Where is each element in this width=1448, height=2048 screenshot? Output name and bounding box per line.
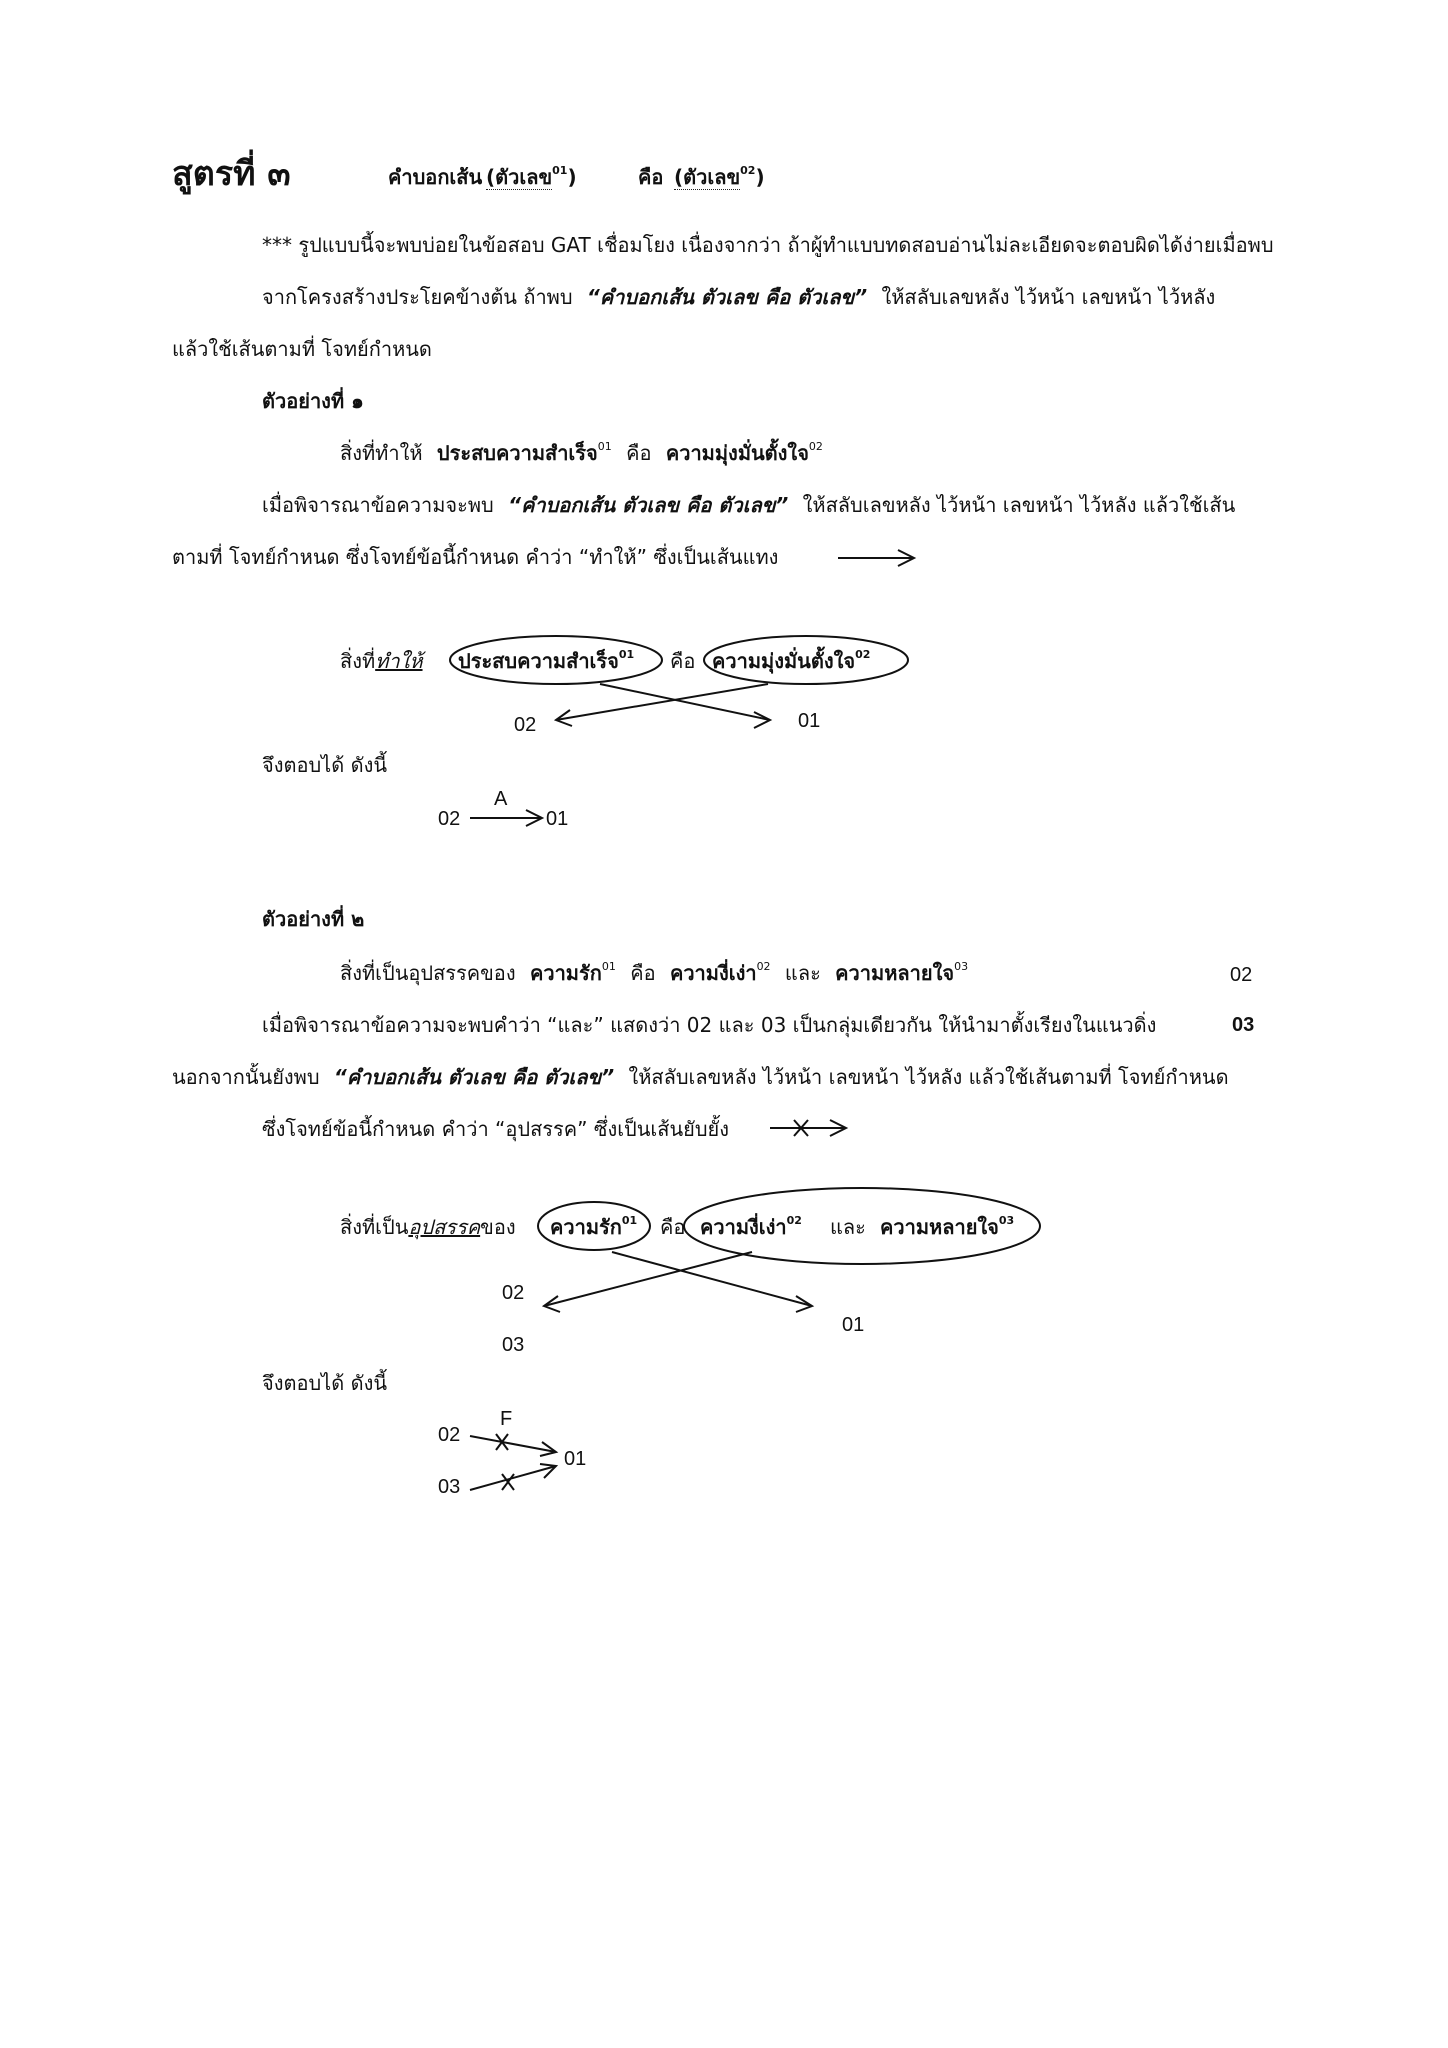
intro-pattern: “คำบอกเส้น ตัวเลข คือ ตัวเลข” bbox=[586, 285, 868, 309]
example-1-diagram-term-1-text: ประสบความสำเร็จ bbox=[458, 649, 619, 673]
example-1-pre: สิ่งที่ทำให้ bbox=[340, 441, 423, 465]
example-1-explain-1-pre: เมื่อพิจารณาข้อความจะพบ bbox=[262, 493, 494, 517]
example-2-term-1: ความรัก bbox=[529, 961, 602, 985]
formula-title: สูตรที่ ๓ bbox=[172, 154, 291, 194]
example-2-diagram-sup-2: 02 bbox=[786, 1214, 802, 1228]
example-1-answer-line-label: A bbox=[494, 788, 508, 810]
example-2-diagram-term-2 bbox=[700, 1214, 802, 1240]
example-1-sentence bbox=[340, 440, 823, 466]
example-2-mid: คือ bbox=[630, 961, 656, 985]
example-1-pattern: “คำบอกเส้น ตัวเลข คือ ตัวเลข” bbox=[508, 493, 789, 517]
heading-number-1-word: (ตัวเลข bbox=[486, 165, 553, 189]
example-2-answer-from-1: 02 bbox=[438, 1424, 461, 1446]
heading-paren-2-close: ) bbox=[755, 165, 765, 189]
example-2-stack-bottom: 03 bbox=[1232, 1014, 1255, 1036]
example-2-diagram-and: และ bbox=[830, 1215, 866, 1239]
example-1-diagram-sup-1: 01 bbox=[618, 648, 635, 662]
example-2-term-2: ความงี่เง่า bbox=[669, 961, 757, 985]
example-2-diagram-sup-3: 03 bbox=[998, 1214, 1015, 1228]
example-1-diagram-pre bbox=[340, 648, 423, 674]
heading-number-2-word: (ตัวเลข bbox=[674, 165, 741, 189]
intro-line-2-post: ให้สลับเลขหลัง ไว้หน้า เลขหน้า ไว้หลัง bbox=[881, 285, 1216, 309]
example-2-term-3: ความหลายใจ bbox=[835, 961, 955, 985]
example-1-explain-1-post: ให้สลับเลขหลัง ไว้หน้า เลขหน้า ไว้หลัง แล้วใช้เส้น bbox=[802, 493, 1236, 517]
example-1-diagram-pre-text: สิ่งที่ bbox=[340, 649, 376, 673]
example-2-diagram-left-top: 02 bbox=[502, 1282, 525, 1304]
example-2-explain-2-post: ให้สลับเลขหลัง ไว้หน้า เลขหน้า ไว้หลัง แล้วใช้เส้นตามที่ โจทย์กำหนด bbox=[628, 1065, 1229, 1089]
example-1-term-2: ความมุ่งมั่นตั้งใจ bbox=[665, 441, 809, 465]
example-2-explain-3: ซึ่งโจทย์ข้อนี้กำหนด คำว่า “อุปสรรค” ซึ่งเป็นเส้นยับยั้ง bbox=[262, 1117, 730, 1141]
example-2-title: ตัวอย่างที่ ๒ bbox=[262, 907, 365, 931]
example-2-answer-to: 01 bbox=[564, 1448, 587, 1470]
example-2-answer-from-2: 03 bbox=[438, 1476, 461, 1498]
example-2-diagram-sup-1: 01 bbox=[621, 1214, 638, 1228]
example-2-diagram-keyword: อุปสรรค bbox=[408, 1215, 481, 1239]
example-1-sup-1: 01 bbox=[597, 440, 612, 454]
example-1-explain-1 bbox=[262, 492, 1235, 518]
example-2-explain-2-pre: นอกจากนั้นยังพบ bbox=[172, 1065, 320, 1089]
example-2-pattern: “คำบอกเส้น ตัวเลข คือ ตัวเลข” bbox=[333, 1065, 615, 1089]
intro-line-2 bbox=[262, 284, 1215, 310]
example-1-title: ตัวอย่างที่ ๑ bbox=[262, 389, 364, 413]
heading-sup-2: 02 bbox=[740, 164, 756, 178]
example-1-mid: คือ bbox=[626, 441, 652, 465]
intro-line-3: แล้วใช้เส้นตามที่ โจทย์กำหนด bbox=[172, 337, 432, 361]
heading-label: คำบอกเส้น bbox=[388, 165, 483, 189]
example-2-diagram-pre bbox=[340, 1214, 516, 1240]
example-1-sup-2: 02 bbox=[808, 440, 823, 454]
example-2-diagram-term-3-text: ความหลายใจ bbox=[880, 1215, 999, 1239]
example-2-sup-3: 03 bbox=[954, 960, 969, 974]
example-1-diagram-keyword: ทำให้ bbox=[375, 649, 423, 673]
example-1-answer-label: จึงตอบได้ ดังนี้ bbox=[262, 753, 388, 777]
example-2-diagram-term-1 bbox=[550, 1214, 637, 1240]
example-1-diagram-term-1 bbox=[458, 648, 634, 674]
example-2-diagram-pre-text: สิ่งที่เป็น bbox=[340, 1215, 409, 1239]
example-1-explain-2: ตามที่ โจทย์กำหนด ซึ่งโจทย์ข้อนี้กำหนด คำว่า “ทำให้” ซึ่งเป็นเส้นแทง bbox=[172, 545, 779, 569]
example-2-explain-2 bbox=[172, 1064, 1229, 1090]
example-2-explain-1: เมื่อพิจารณาข้อความจะพบคำว่า “และ” แสดงว่า 02 และ 03 เป็นกลุ่มเดียวกัน ให้นำมาตั้งเรียงในแนวดิ่ง bbox=[262, 1013, 1157, 1037]
example-2-diagram-left-bottom: 03 bbox=[502, 1334, 525, 1356]
example-2-sup-2: 02 bbox=[756, 960, 771, 974]
example-2-answer-label: จึงตอบได้ ดังนี้ bbox=[262, 1371, 388, 1395]
example-2-diagram-mid: คือ bbox=[660, 1215, 686, 1239]
example-1-answer-to: 01 bbox=[546, 808, 569, 830]
example-2-diagram-term-1-text: ความรัก bbox=[550, 1215, 622, 1239]
example-2-answer-line-label: F bbox=[500, 1408, 513, 1430]
intro-line-1: *** รูปแบบนี้จะพบบ่อยในข้อสอบ GAT เชื่อมโยง เนื่องจากว่า ถ้าผู้ทำแบบทดสอบอ่านไม่ละเอียดจะตอบผิดได้ง่ายเมื่อพบ bbox=[262, 233, 1274, 257]
example-2-diagram-term-3 bbox=[880, 1214, 1014, 1240]
example-2-sup-1: 01 bbox=[601, 960, 616, 974]
example-1-diagram-sup-2: 02 bbox=[855, 648, 871, 662]
example-2-stack-top: 02 bbox=[1230, 964, 1253, 986]
example-2-diagram-right-num: 01 bbox=[842, 1314, 865, 1336]
example-1-term-1: ประสบความสำเร็จ bbox=[436, 441, 598, 465]
heading-number-2 bbox=[674, 164, 765, 190]
example-1-answer-from: 02 bbox=[438, 808, 461, 830]
example-2-diagram-term-2-text: ความงี่เง่า bbox=[700, 1215, 787, 1239]
example-1-diagram-left-num: 02 bbox=[514, 714, 537, 736]
heading-paren-1-close: ) bbox=[567, 165, 577, 189]
intro-line-2-pre: จากโครงสร้างประโยคข้างต้น ถ้าพบ bbox=[262, 285, 573, 309]
example-2-pre: สิ่งที่เป็นอุปสรรคของ bbox=[340, 961, 516, 985]
example-1-diagram-term-2 bbox=[712, 648, 870, 674]
example-1-diagram-term-2-text: ความมุ่งมั่นตั้งใจ bbox=[712, 649, 856, 673]
example-2-diagram-pre-post: ของ bbox=[480, 1215, 516, 1239]
heading-number-1 bbox=[486, 164, 577, 190]
example-1-diagram-right-num: 01 bbox=[798, 710, 821, 732]
example-1-diagram-mid: คือ bbox=[670, 649, 696, 673]
heading-middle: คือ bbox=[638, 165, 664, 189]
heading-sup-1: 01 bbox=[552, 164, 568, 178]
example-2-sentence bbox=[340, 960, 968, 986]
example-2-and: และ bbox=[784, 961, 821, 985]
